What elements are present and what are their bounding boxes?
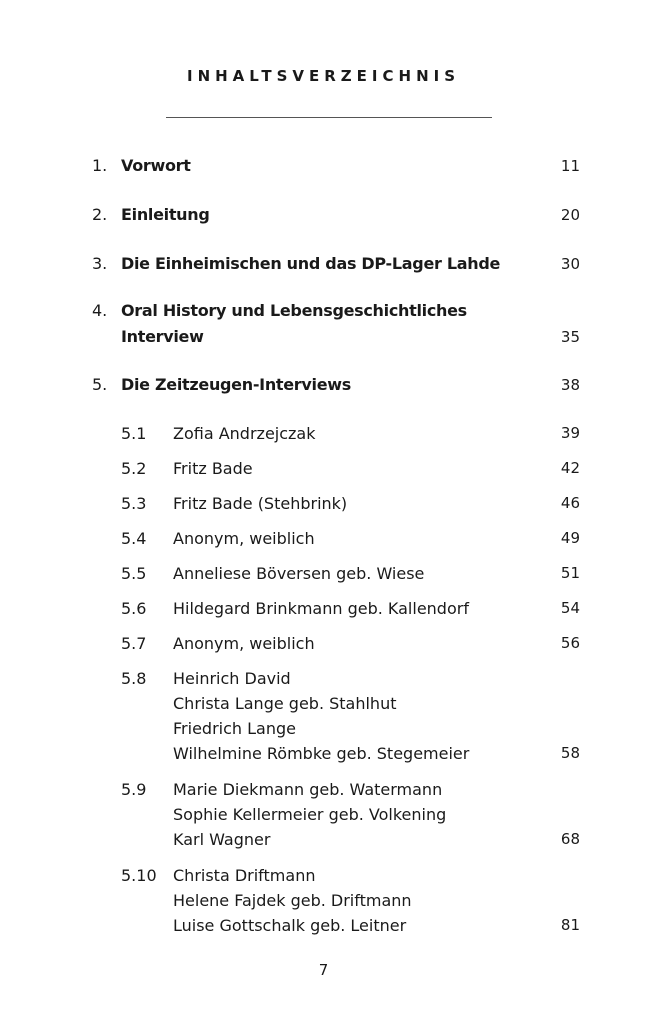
entry-title (173, 561, 424, 586)
subsection-entry (121, 596, 580, 621)
entry-title-line: Fritz Bade (173, 459, 253, 478)
entry-title-line: Die Einheimischen und das DP-Lager Lahde (121, 254, 501, 273)
entry-title (173, 421, 316, 446)
entry-page-number: 51 (560, 564, 580, 582)
entry-number: 5.3 (121, 494, 147, 513)
entry-number: 3. (92, 254, 108, 273)
entry-title (173, 456, 253, 481)
entry-number: 5.1 (121, 424, 147, 443)
entry-number: 5. (92, 375, 108, 394)
subsection-entry (121, 561, 580, 586)
entry-page-number: 68 (560, 830, 580, 848)
entry-title (173, 596, 469, 621)
entry-page-number: 38 (560, 376, 580, 394)
entry-title (121, 372, 351, 398)
entry-page-number: 11 (560, 157, 580, 175)
entry-page-number: 35 (560, 328, 580, 346)
entry-title-line: Anneliese Böversen geb. Wiese (173, 564, 425, 583)
entry-title (173, 491, 347, 516)
entry-title-line: Oral History und Lebensgeschichtliches (121, 301, 467, 320)
entry-title (121, 298, 467, 350)
entry-title (173, 631, 315, 656)
entry-title-line: Friedrich Lange (173, 719, 296, 738)
entry-title-line: Die Zeitzeugen-Interviews (121, 375, 351, 394)
entry-title-line: Christa Driftmann (173, 866, 316, 885)
entry-page-number: 46 (560, 494, 580, 512)
entry-title-line: Zofia Andrzejczak (173, 424, 316, 443)
entry-title (121, 251, 500, 277)
page-number: 7 (318, 961, 329, 979)
heading-rule (166, 117, 492, 118)
subsection-entry (121, 526, 580, 551)
chapter-entry (92, 153, 580, 179)
entry-number: 5.2 (121, 459, 147, 478)
entry-number: 5.7 (121, 634, 147, 653)
entry-title-line: Helene Fajdek geb. Driftmann (173, 891, 412, 910)
entry-title (121, 202, 210, 228)
entry-number: 5.4 (121, 529, 147, 548)
entry-title-line: Interview (121, 327, 204, 346)
entry-number: 5.8 (121, 669, 147, 688)
subsection-entry (121, 421, 580, 446)
entry-number: 5.10 (121, 866, 157, 885)
entry-title-line: Vorwort (121, 156, 191, 175)
entry-number: 5.5 (121, 564, 147, 583)
entry-title (173, 666, 469, 766)
entry-title-line: Christa Lange geb. Stahlhut (173, 694, 397, 713)
entry-page-number: 20 (560, 206, 580, 224)
entry-title-line: Hildegard Brinkmann geb. Kallendorf (173, 599, 469, 618)
entry-title (173, 526, 315, 551)
entry-number: 2. (92, 205, 108, 224)
subsection-entry (121, 631, 580, 656)
chapter-entry (92, 202, 580, 228)
entry-title-line: Karl Wagner (173, 830, 271, 849)
entry-title-line: Marie Diekmann geb. Watermann (173, 780, 443, 799)
entry-title-line: Fritz Bade (Stehbrink) (173, 494, 348, 513)
entry-title-line: Wilhelmine Römbke geb. Stegemeier (173, 744, 470, 763)
entry-page-number: 81 (560, 916, 580, 934)
entry-title-line: Anonym, weiblich (173, 529, 315, 548)
entry-title-line: Sophie Kellermeier geb. Volkening (173, 805, 447, 824)
entry-title (121, 153, 191, 179)
entry-title (173, 777, 446, 852)
subsection-entry (121, 777, 580, 852)
entry-title-line: Heinrich David (173, 669, 291, 688)
entry-page-number: 42 (560, 459, 580, 477)
subsection-entry (121, 456, 580, 481)
chapter-entry (92, 372, 580, 398)
entry-title-line: Anonym, weiblich (173, 634, 315, 653)
entry-page-number: 49 (560, 529, 580, 547)
subsection-entry (121, 666, 580, 766)
entry-number: 5.9 (121, 780, 147, 799)
entry-page-number: 58 (560, 744, 580, 762)
page-heading: INHALTSVERZEICHNIS (186, 67, 461, 85)
subsection-entry (121, 491, 580, 516)
subsection-entry (121, 863, 580, 938)
entry-page-number: 56 (560, 634, 580, 652)
entry-number: 5.6 (121, 599, 147, 618)
entry-title-line: Luise Gottschalk geb. Leitner (173, 916, 407, 935)
entry-title (173, 863, 412, 938)
entry-page-number: 39 (560, 424, 580, 442)
chapter-entry (92, 298, 580, 350)
entry-page-number: 30 (560, 255, 580, 273)
entry-title-line: Einleitung (121, 205, 210, 224)
entry-number: 1. (92, 156, 108, 175)
entry-number: 4. (92, 301, 108, 320)
chapter-entry (92, 251, 580, 277)
entry-page-number: 54 (560, 599, 580, 617)
